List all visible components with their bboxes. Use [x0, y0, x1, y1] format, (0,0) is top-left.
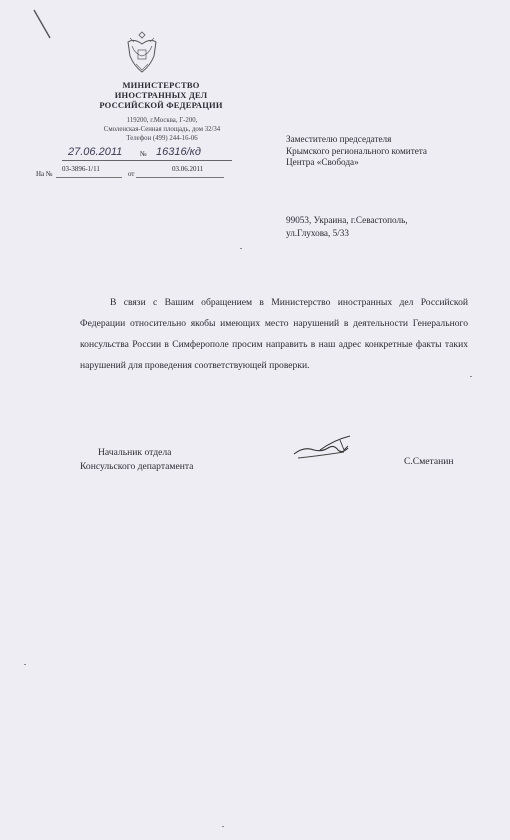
registration-number: 16316/кд: [156, 146, 201, 158]
address-line: Смоленская-Сенная площадь, дом 32/34: [103, 126, 221, 133]
recipient-line: Крымского регионального комитета: [286, 145, 427, 156]
reference-label: На №: [36, 170, 53, 178]
recipient-address-line: ул.Глухова, 5/33: [286, 228, 349, 238]
recipient-address-line: 99053, Украина, г.Севастополь,: [286, 215, 408, 225]
reference-date-underline: [136, 177, 224, 178]
reference-number: 03-3896-1/11: [62, 165, 100, 173]
scan-speck: [24, 664, 26, 665]
scan-speck: [240, 248, 242, 249]
coat-of-arms-emblem: [122, 28, 162, 78]
ministry-line: РОССИЙСКОЙ ФЕДЕРАЦИИ: [99, 100, 223, 110]
scan-artifact-line: [32, 8, 62, 44]
ministry-line: ИНОСТРАННЫХ ДЕЛ: [114, 90, 208, 100]
registration-number-label: №: [140, 150, 147, 158]
ministry-name: [80, 80, 242, 110]
registration-line: [62, 146, 232, 164]
scan-speck: [222, 826, 224, 827]
signatory-title: [80, 446, 193, 474]
handwritten-signature: [290, 432, 362, 462]
registration-date: 27.06.2011: [68, 146, 123, 158]
ministry-address: [62, 116, 262, 143]
recipient-line: Заместителю председателя: [286, 134, 392, 144]
address-line: Телефон (499) 244-16-06: [126, 135, 198, 142]
signatory-title-line: Консульского департамента: [80, 461, 194, 472]
letter-body: В связи с Вашим обращением в Министерство иностранных дел Российской Федерации относительно якобы имеющих место нарушений в деятельности Генерального консульства России в Симферополе просим направить в наш адрес конкретные факты таких нарушений для проведения соответствующей проверки.: [80, 297, 468, 371]
recipient-line: Центра «Свобода»: [286, 157, 359, 167]
registration-underline: [62, 160, 232, 161]
reference-underline: [56, 177, 122, 178]
recipient-address: [286, 214, 408, 240]
ministry-line: МИНИСТЕРСТВО: [122, 80, 200, 90]
signatory-title-line: Начальник отдела: [98, 447, 172, 458]
scan-speck: [470, 376, 472, 377]
reference-from-label: от: [128, 170, 135, 178]
signatory-name: С.Сметанин: [404, 456, 454, 467]
reference-date: 03.06.2011: [172, 165, 204, 173]
reference-line: [36, 164, 236, 178]
address-line: 119200, г.Москва, Г-200,: [126, 117, 198, 124]
recipient-block: [286, 134, 427, 169]
